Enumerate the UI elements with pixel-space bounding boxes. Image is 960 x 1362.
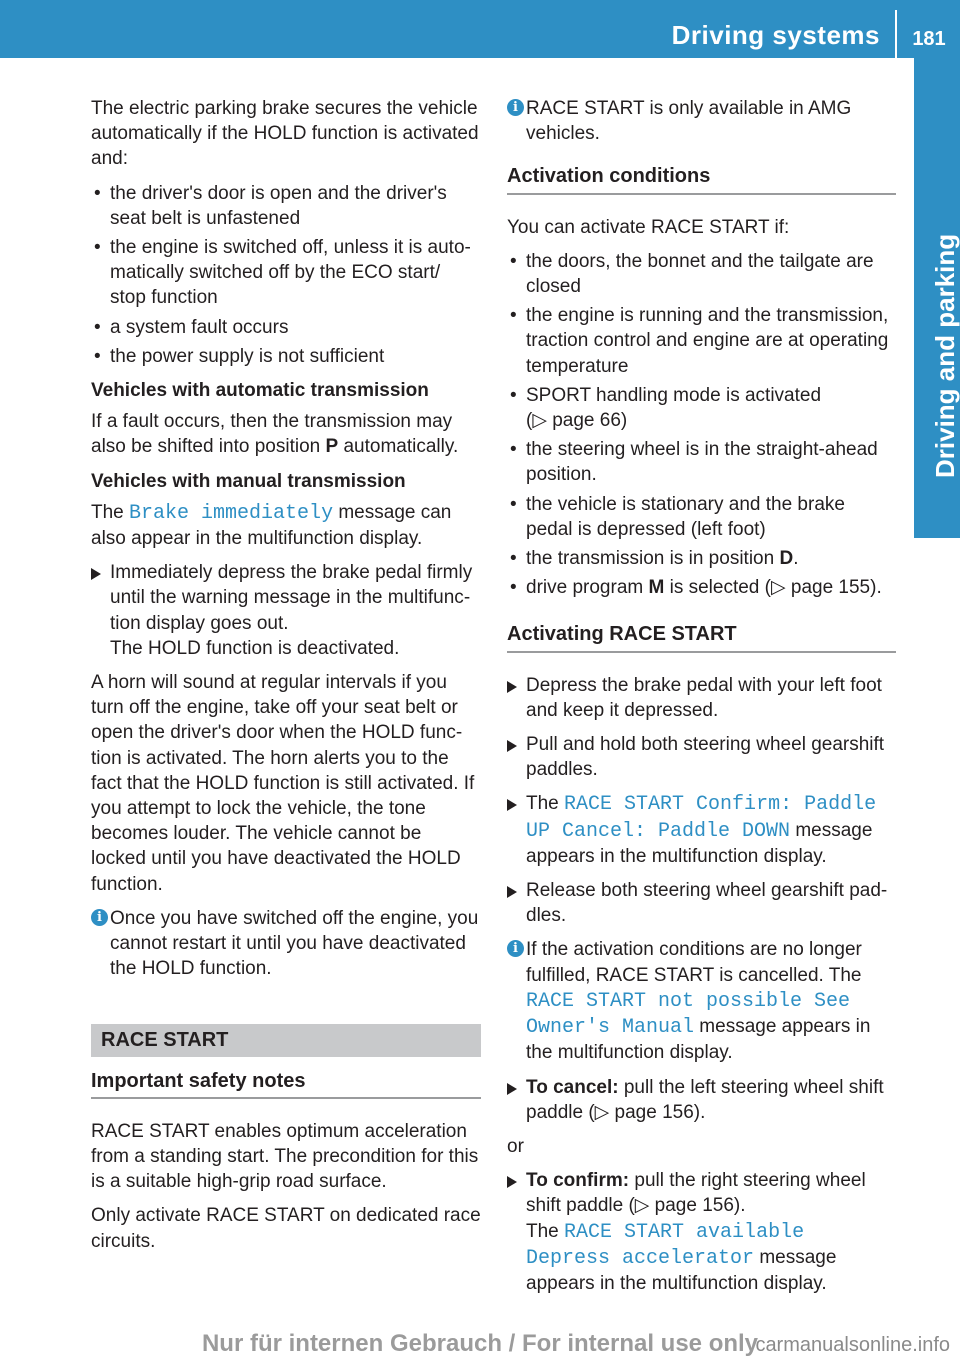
instruction-step: Release both steering wheel gearshift paddles. <box>507 878 896 928</box>
display-message: RACE START Confirm: Paddle UP Cancel: Paddle DOWN <box>526 793 877 843</box>
info-note: i If the activation conditions are no longer fulfilled, RACE START is cancelled. The RACE START not possible See Owner's Manual message appears in the multifunction display. <box>507 937 896 1065</box>
header-bar <box>0 0 960 58</box>
info-icon: i <box>91 909 108 926</box>
list-item: • the doors, the bonnet and the tailgate are closed <box>507 249 896 299</box>
instruction-step: Depress the brake pedal with your left foot and keep it depressed. <box>507 673 896 723</box>
info-note: i Once you have switched off the engine, you cannot restart it until you have deactivated the HOLD function. <box>91 906 481 982</box>
horn-paragraph: A horn will sound at regular intervals if you turn off the engine, take off your seat belt or open the driver's door when the HOLD function is activated. The horn alerts you to the fact that the HOLD function is still activated. If you attempt to lock the vehicle, the tone becomes louder. The vehicle cannot be locked until you have deactivated the HOLD function. <box>91 672 475 895</box>
arrow-right-icon <box>507 740 517 752</box>
arrow-right-icon <box>507 799 517 811</box>
instruction-step: Pull and hold both steering wheel gearshift paddles. <box>507 732 896 782</box>
display-message: RACE START not possible See Owner's Manual <box>526 989 851 1040</box>
left-column <box>91 96 481 1263</box>
activation-conditions-heading: Activation conditions <box>507 164 896 194</box>
activating-race-start-heading: Activating RACE START <box>507 622 896 652</box>
hold-conditions-list <box>91 181 481 369</box>
page-number: 181 <box>912 28 946 50</box>
right-column <box>507 96 896 1305</box>
header-divider <box>895 10 897 58</box>
section-title: Driving systems <box>671 20 880 50</box>
instruction-step: Immediately depress the brake pedal firmly until the warning message in the multifunction display goes out. The HOLD function is deactivated. <box>91 560 481 661</box>
arrow-right-icon <box>507 886 517 898</box>
instruction-step: To confirm: pull the right steering wheel shift paddle (▷ page 156). The RACE START available Depress accelerator message appears in the multifunction display. <box>507 1168 896 1296</box>
info-icon: i <box>507 99 524 116</box>
safety-heading: Important safety notes <box>91 1069 481 1099</box>
arrow-right-icon <box>507 1176 517 1188</box>
conditions-intro: You can activate RACE START if: <box>507 216 790 238</box>
list-item: • the steering wheel is in the straight-ahead position. <box>507 437 896 487</box>
list-item: • the driver's door is open and the driver's seat belt is unfastened <box>91 181 481 231</box>
arrow-right-icon <box>507 1083 517 1095</box>
safety-paragraph: Only activate RACE START on dedicated race circuits. <box>91 1205 481 1252</box>
list-item: • the transmission is in position D. <box>507 546 896 571</box>
list-item: • the power supply is not sufficient <box>91 344 481 369</box>
section-header: RACE START <box>91 1024 481 1057</box>
instruction-step: The RACE START Confirm: Paddle UP Cancel: Paddle DOWN message appears in the multifunction display. <box>507 791 896 869</box>
internal-use-watermark: Nur für internen Gebrauch / For internal use only <box>201 1330 759 1357</box>
list-item: • SPORT handling mode is activated (▷ page 66) <box>507 383 896 433</box>
safety-paragraph: RACE START enables optimum acceleration from a standing start. The precondition for this is a suitable high-grip road surface. <box>91 1120 479 1193</box>
arrow-right-icon <box>91 568 101 580</box>
auto-transmission-heading: Vehicles with automatic transmission <box>91 380 429 402</box>
manual-transmission-paragraph: The Brake immediately message can also appear in the multifunction display. <box>91 501 452 550</box>
list-item: • the vehicle is stationary and the brake pedal is depressed (left foot) <box>507 492 896 542</box>
list-item: • the engine is running and the transmission, traction control and engine are at operating temperature <box>507 303 896 379</box>
arrow-right-icon <box>507 681 517 693</box>
manual-transmission-heading: Vehicles with manual transmission <box>91 470 406 492</box>
list-item: • drive program M is selected (▷ page 155). <box>507 575 896 600</box>
display-message: RACE START available Depress accelerator <box>526 1220 805 1270</box>
source-url: carmanualsonline.info <box>755 1334 950 1356</box>
info-note: i RACE START is only available in AMG vehicles. <box>507 96 896 146</box>
instruction-step: To cancel: pull the left steering wheel shift paddle (▷ page 156). <box>507 1075 896 1125</box>
or-text: or <box>507 1135 524 1157</box>
list-item: • the engine is switched off, unless it is automatically switched off by the ECO start/ stop function <box>91 235 481 311</box>
activation-conditions-list <box>507 249 896 601</box>
display-message: Brake immediately <box>129 501 334 525</box>
intro-paragraph: The electric parking brake secures the vehicle automatically if the HOLD function is activated and: <box>91 98 479 170</box>
auto-transmission-paragraph: If a fault occurs, then the transmission may also be shifted into position P automatically. <box>91 411 459 458</box>
list-item: • a system fault occurs <box>91 315 481 340</box>
side-tab-label: Driving and parking <box>930 233 960 478</box>
info-icon: i <box>507 940 524 957</box>
